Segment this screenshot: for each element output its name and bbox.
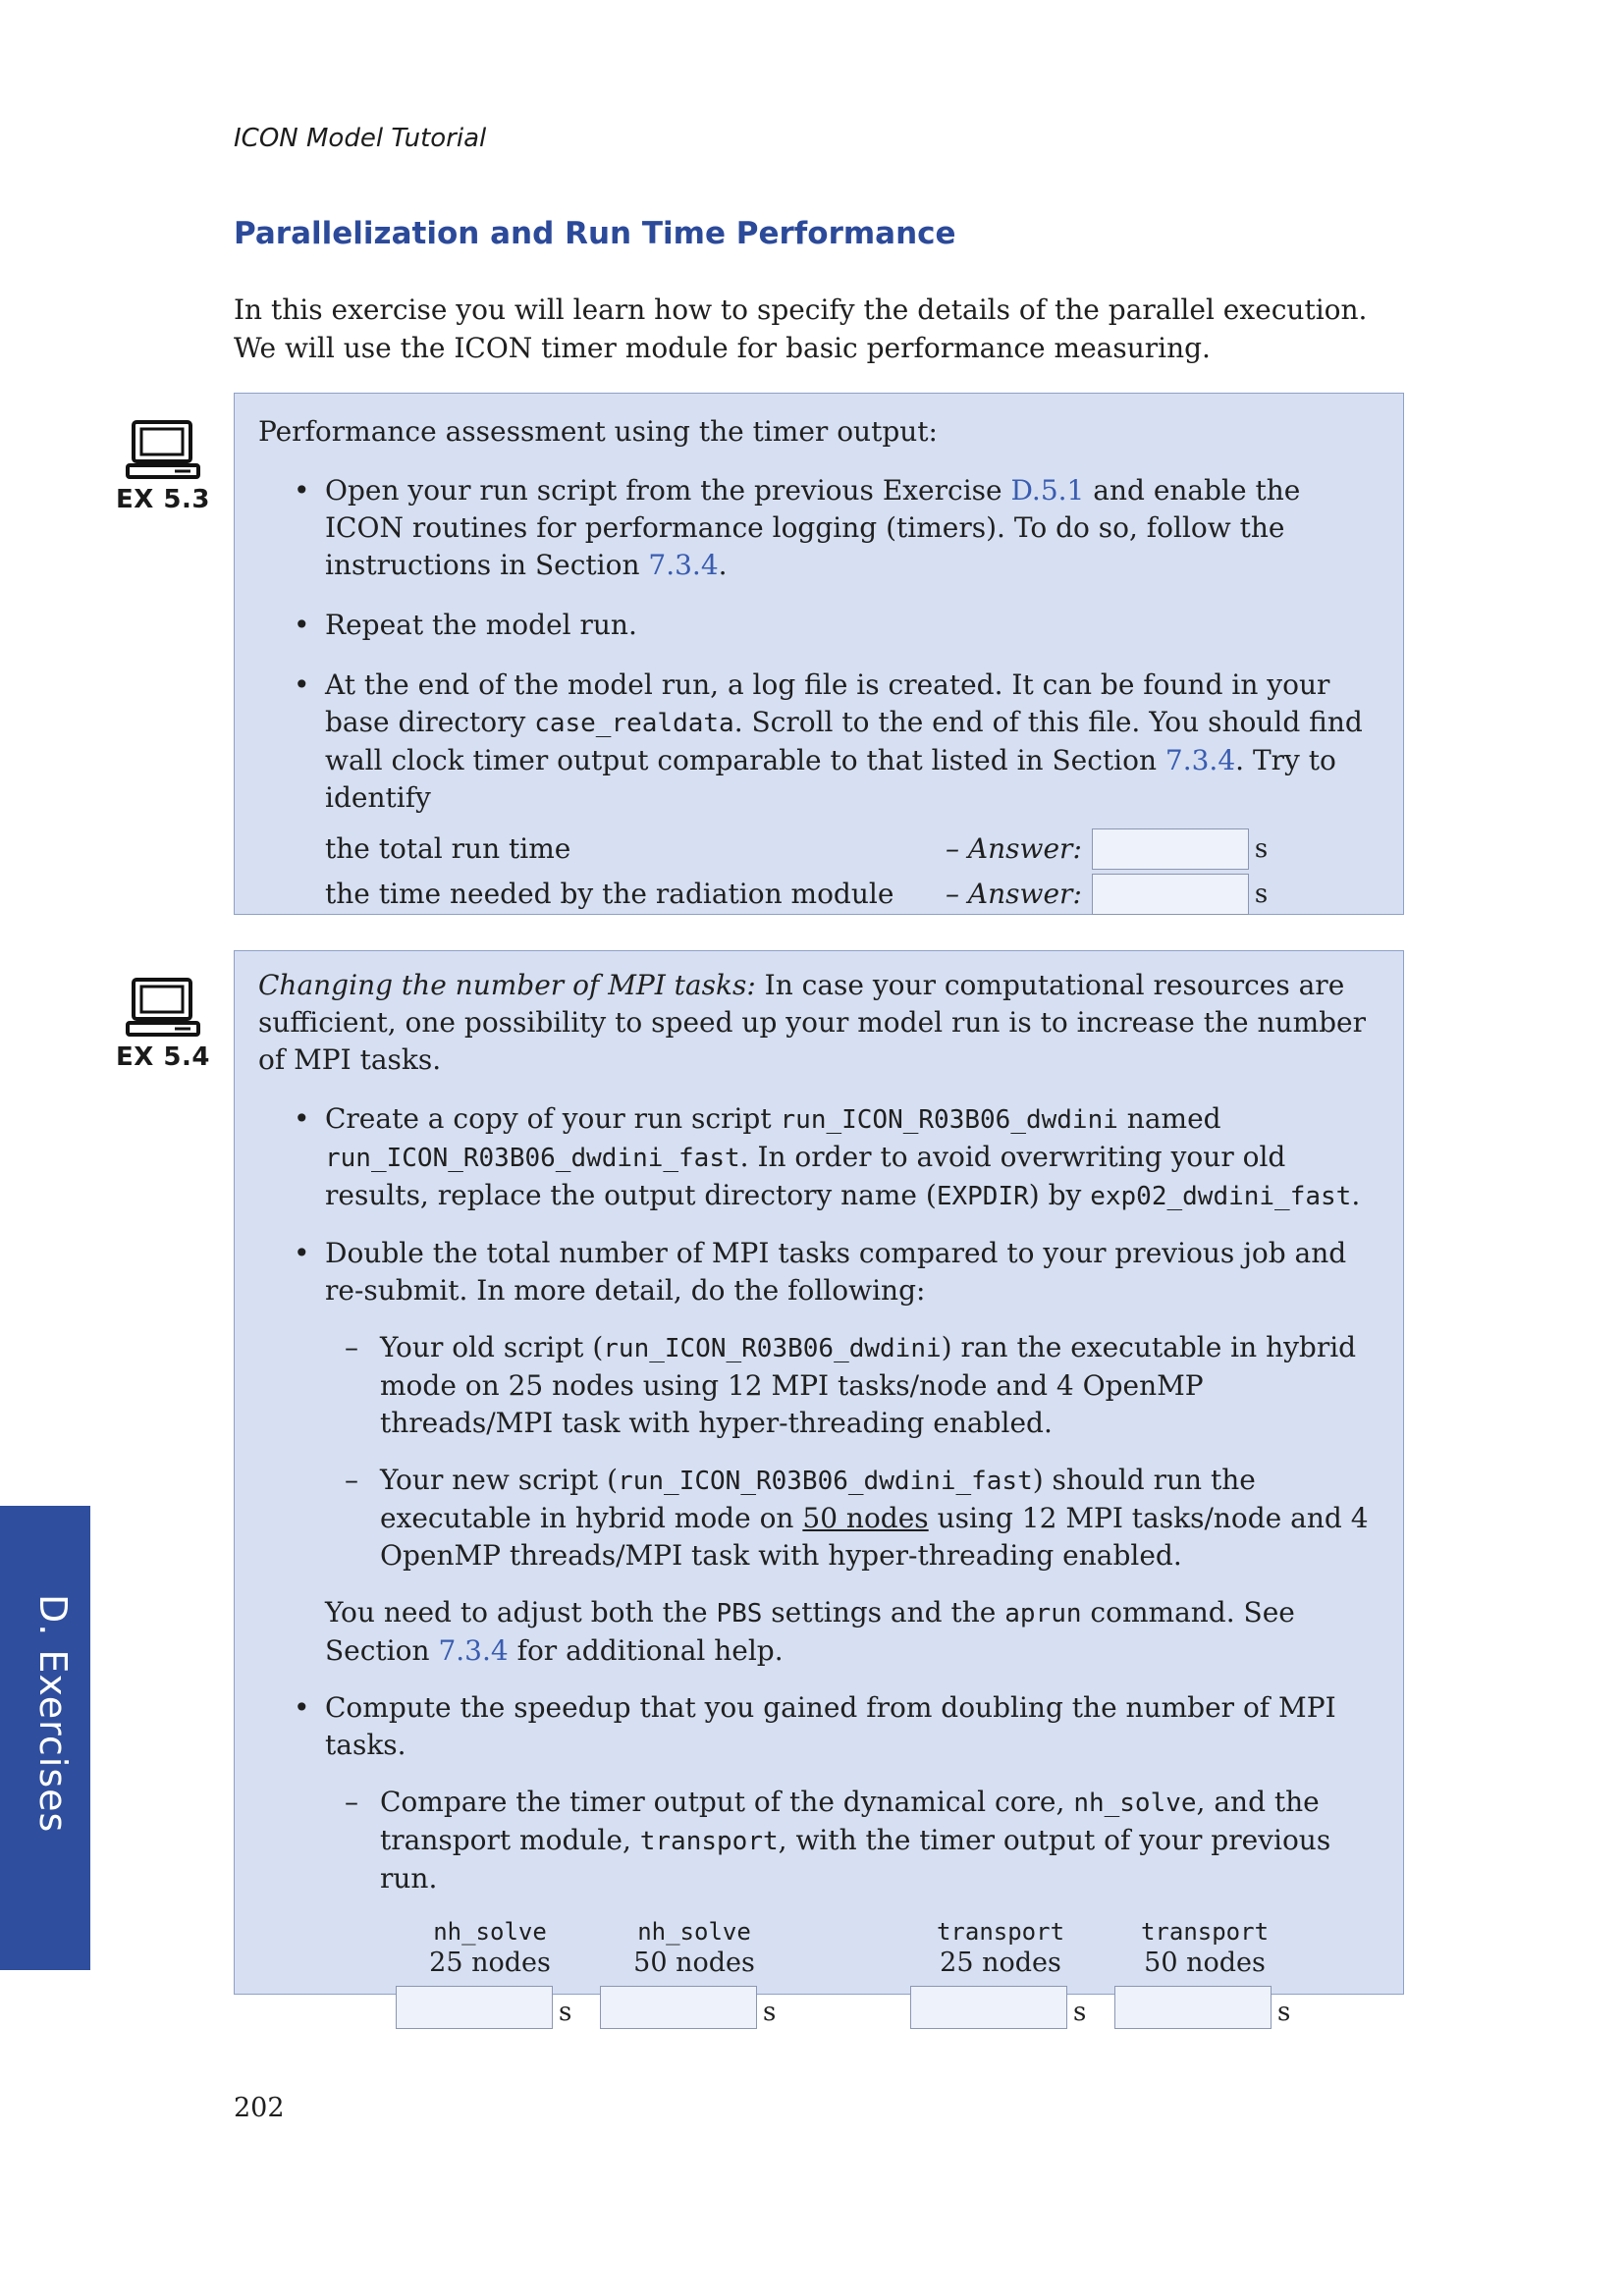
sub-list — [345, 1329, 1380, 1575]
text: for additional help. — [508, 1634, 784, 1667]
text: ) ran the executable in hybrid mode on 25 nodes using 12 MPI tasks/node and 4 OpenMP threads/MPI task with hyper-threading enabled. — [380, 1331, 1357, 1439]
answer-input-nh-solve-50[interactable] — [600, 1986, 757, 2029]
timing-column-header — [912, 1917, 1089, 1980]
text: You need to adjust both the — [325, 1596, 717, 1629]
text: Compare the timer output of the dynamical core, — [380, 1786, 1074, 1818]
code-text: exp02_dwdini_fast — [1090, 1182, 1352, 1211]
exercise-marker-5-3 — [116, 420, 210, 514]
text: Create a copy of your run script — [325, 1102, 781, 1135]
list-item — [292, 1100, 1380, 1215]
unit-label: s — [1254, 834, 1269, 864]
text: At the end of the model run, a log file is created. It can be found in your base directory — [325, 668, 1330, 738]
timer-name: nh_solve — [433, 1918, 547, 1946]
text: . Try to identify — [325, 744, 1336, 814]
exercise-label: EX 5.4 — [116, 1042, 210, 1072]
section-ref-link[interactable]: 7.3.4 — [438, 1634, 509, 1667]
answer-input-transport-25[interactable] — [910, 1986, 1067, 2029]
question-label: the total run time — [325, 832, 571, 865]
sub-list-item — [345, 1329, 1380, 1442]
intro-paragraph: In this exercise you will learn how to specify the details of the parallel execution. We will use the ICON timer module for basic performance measuring. — [234, 294, 1368, 364]
text: Open your run script from the previous Exercise — [325, 474, 1011, 507]
exercise-box-5-3 — [234, 393, 1404, 915]
text: . — [718, 549, 728, 581]
list-item: • Repeat the model run. — [292, 607, 1380, 644]
node-count: 25 nodes — [940, 1948, 1061, 1978]
list-item — [292, 1235, 1380, 1670]
text: command. See Section — [325, 1596, 1295, 1667]
answer-row-total-run-time — [325, 827, 1380, 872]
page-number: 202 — [234, 2093, 285, 2123]
sub-list-item — [345, 1462, 1380, 1575]
text: settings and the — [762, 1596, 1005, 1629]
text: ) should run the executable in hybrid mode on — [380, 1464, 1256, 1534]
unit-label: s — [763, 1998, 777, 2027]
text: ) by — [1028, 1179, 1091, 1211]
answer-rows — [325, 827, 1380, 917]
timing-column-header — [606, 1917, 783, 1980]
text: Your old script ( — [380, 1331, 604, 1363]
answer-input-nh-solve-25[interactable] — [396, 1986, 553, 2029]
code-text: run_ICON_R03B06_dwdini_fast — [618, 1467, 1033, 1496]
exercise-ref-link[interactable]: D.5.1 — [1010, 474, 1085, 507]
timer-name: nh_solve — [637, 1918, 751, 1946]
list-item — [292, 1689, 1380, 1897]
node-count: 50 nodes — [1144, 1948, 1266, 1978]
text: named — [1117, 1102, 1221, 1135]
running-header: ICON Model Tutorial — [234, 124, 487, 153]
answer-input-radiation-time[interactable] — [1092, 874, 1249, 915]
chapter-tab-label: D. Exercises — [31, 1594, 75, 1834]
answer-input-total-run-time[interactable] — [1092, 828, 1249, 870]
timer-name: transport — [936, 1918, 1065, 1946]
section-ref-link[interactable]: 7.3.4 — [648, 549, 719, 581]
text: Compute the speedup that you gained from doubling the number of MPI tasks. — [325, 1691, 1336, 1761]
exercise-box-5-4 — [234, 950, 1404, 2027]
text: Double the total number of MPI tasks compared to your previous job and re-submit. In more detail, do the following: — [325, 1237, 1347, 1307]
exercise-label: EX 5.3 — [116, 485, 210, 514]
section-title: Parallelization and Run Time Performance — [234, 216, 956, 251]
answer-label: – Answer: — [946, 878, 1082, 910]
text: and enable the ICON routines for performance logging (timers). To do so, follow the instructions in Section — [325, 474, 1301, 581]
node-count: 50 nodes — [633, 1948, 755, 1978]
unit-label: s — [1073, 1998, 1087, 2027]
text: , with the timer output of your previous run. — [380, 1824, 1331, 1895]
answer-label: – Answer: — [946, 832, 1082, 865]
unit-label: s — [1254, 880, 1269, 909]
lead-italic: Changing the number of MPI tasks: — [258, 969, 756, 1001]
question-label: the time needed by the radiation module — [325, 878, 894, 910]
exercise-lead — [258, 967, 1380, 1079]
bullet-list — [292, 472, 1380, 917]
unit-label: s — [559, 1998, 572, 2027]
text: In case your computational resources are sufficient, one possibility to speed up your model run is to increase the number of MPI tasks. — [258, 969, 1367, 1076]
chapter-side-tab — [0, 1506, 90, 1970]
node-count: 25 nodes — [429, 1948, 551, 1978]
underlined-text: 50 nodes — [802, 1502, 929, 1534]
code-text: run_ICON_R03B06_dwdini — [780, 1105, 1118, 1135]
code-text: run_ICON_R03B06_dwdini — [603, 1334, 942, 1363]
answer-row-radiation — [325, 872, 1380, 917]
timing-column-header — [1116, 1917, 1293, 1980]
text: . Scroll to the end of this file. You should find wall clock timer output comparable to that listed in Section — [325, 706, 1363, 776]
text: , and the transport module, — [380, 1786, 1320, 1856]
answer-input-transport-50[interactable] — [1114, 1986, 1272, 2029]
timing-answer-grid — [258, 1917, 1380, 2035]
sub-list-item — [345, 1784, 1380, 1897]
bullet-list — [292, 1100, 1380, 1897]
timer-name: transport — [1140, 1918, 1270, 1946]
list-item — [292, 667, 1380, 917]
exercise-lead: Performance assessment using the timer output: — [258, 415, 938, 448]
section-ref-link[interactable]: 7.3.4 — [1164, 744, 1236, 776]
text: using 12 MPI tasks/node and 4 OpenMP threads/MPI task with hyper-threading enabled. — [380, 1502, 1369, 1572]
unit-label: s — [1277, 1998, 1291, 2027]
code-text: run_ICON_R03B06_dwdini_fast — [325, 1144, 740, 1173]
computer-terminal-icon — [126, 420, 200, 479]
adjust-paragraph — [325, 1594, 1380, 1670]
code-text: PBS — [716, 1599, 763, 1629]
list-item — [292, 472, 1380, 584]
timing-column-header — [402, 1917, 578, 1980]
text: . — [1351, 1179, 1361, 1211]
code-text: EXPDIR — [936, 1182, 1029, 1211]
text: . In order to avoid overwriting your old results, replace the output directory name ( — [325, 1141, 1286, 1211]
code-text: nh_solve — [1073, 1789, 1197, 1818]
code-text: aprun — [1004, 1599, 1082, 1629]
sub-list — [345, 1784, 1380, 1897]
computer-terminal-icon — [126, 978, 200, 1037]
code-text: case_realdata — [534, 709, 734, 738]
exercise-marker-5-4 — [116, 978, 210, 1072]
text: Your new script ( — [380, 1464, 619, 1496]
code-text: transport — [639, 1827, 779, 1856]
